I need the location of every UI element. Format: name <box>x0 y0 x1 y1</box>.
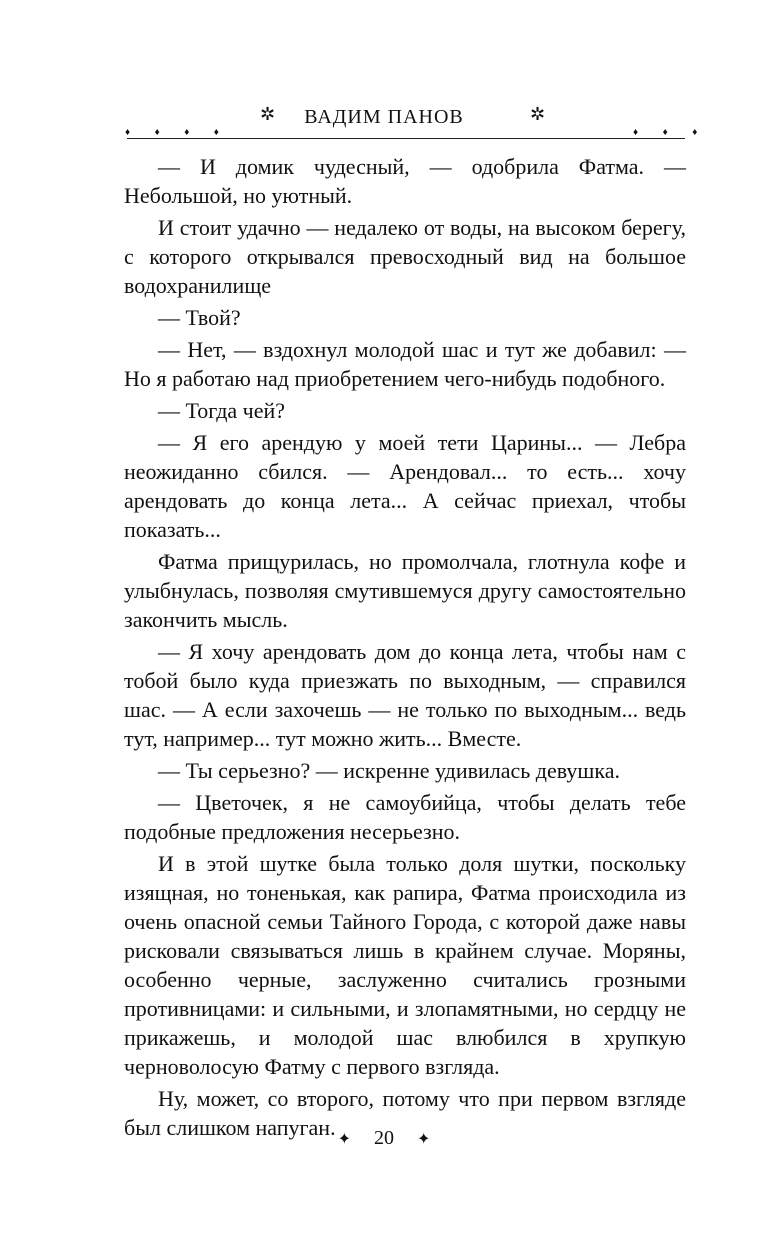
asterisk-ornament-icon: ✲ <box>260 104 276 124</box>
diamond-ornament-icon: ♦ ♦ ♦ <box>633 127 709 138</box>
star-ornament-icon: ✦ <box>417 1131 431 1148</box>
paragraph: Ну, может, со второго, потому что при первом взгляде был слишком напуган. <box>124 1086 686 1140</box>
paragraph: — Я его арендую у моей тети Царины... — Лебра неожиданно сбился. — Арендовал... то есть... хочу арендовать до конца лета... А сейчас приехал, чтобы показать... <box>124 430 686 542</box>
asterisk-ornament-icon: ✲ <box>530 104 546 124</box>
paragraph: — И домик чудесный, — одобрила Фатма. — Небольшой, но уютный. <box>124 154 686 208</box>
paragraph: — Тогда чей? <box>158 398 286 423</box>
header-rule <box>127 138 685 139</box>
paragraph: — Ты серьезно? — искренне удивилась девушка. <box>158 758 620 783</box>
paragraph: — Цветочек, я не самоубийца, чтобы делать тебе подобные предложения несерьезно. <box>124 790 686 844</box>
page-number: 20 <box>374 1127 394 1149</box>
diamond-ornament-icon: ♦ ♦ ♦ ♦ <box>125 127 230 138</box>
page-body <box>124 152 686 1145</box>
paragraph: И стоит удачно — недалеко от воды, на высоком берегу, с которого открывался превосходный вид на большое водохранилище <box>124 215 686 298</box>
paragraph: — Я хочу арендовать дом до конца лета, чтобы нам с тобой было куда приезжать по выходным, — справился шас. — А если захочешь — не только по выходным... ведь тут, например... тут можно жить... Вместе. <box>124 639 686 751</box>
page-footer <box>0 1127 768 1150</box>
paragraph: И в этой шутке была только доля шутки, поскольку изящная, но тоненькая, как рапира, Фатма происходила из очень опасной семьи Тайного Города, с которой даже навы рисковали связываться лишь в крайнем случае. Моряны, особенно черные, заслуженно считались грозными противницами: и сильными, и злопамятными, но сердцу не прикажешь, и молодой шас влюбился в хрупкую черноволосую Фатму с первого взгляда. <box>124 851 686 1079</box>
paragraph: Фатма прищурилась, но промолчала, глотнула кофе и улыбнулась, позволяя смутившемуся другу самостоятельно закончить мысль. <box>124 549 686 632</box>
paragraph: — Твой? <box>158 305 241 330</box>
author-name: ВАДИМ ПАНОВ <box>304 106 464 128</box>
paragraph: — Нет, — вздохнул молодой шас и тут же добавил: — Но я работаю над приобретением чего-нибудь подобного. <box>124 337 686 391</box>
star-ornament-icon: ✦ <box>337 1131 351 1148</box>
